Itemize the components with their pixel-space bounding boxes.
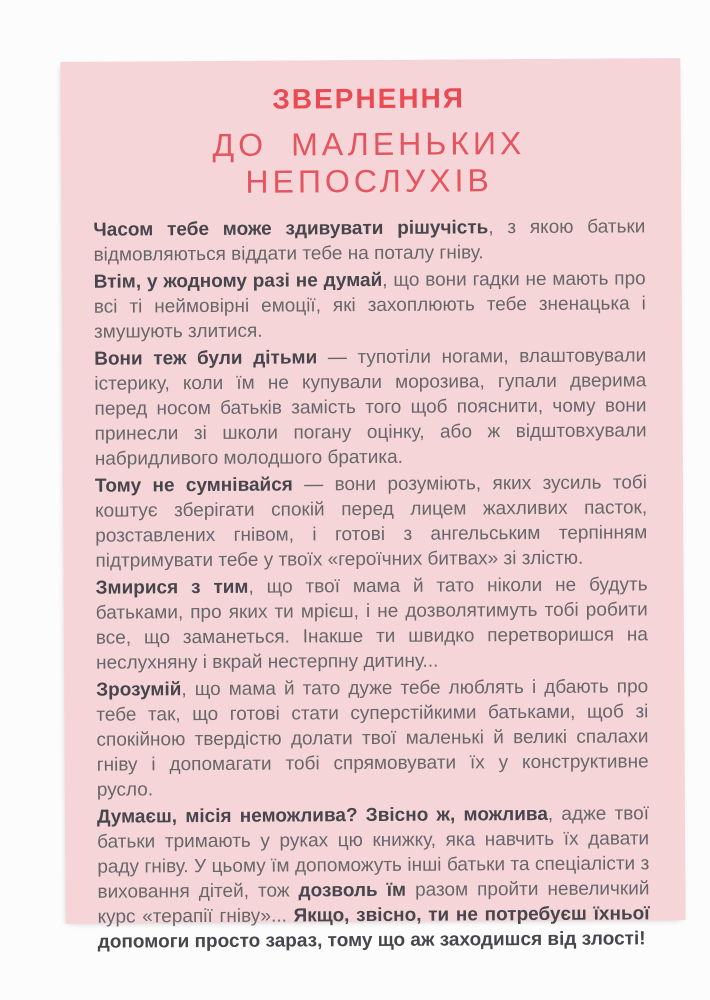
page-title: ЗВЕРНЕННЯ	[272, 82, 465, 115]
paragraph-text: , що твої мама й тато ніколи не будуть батьками, про яких ти мрієш, і не дозволятимуть тобі робити все, що заманеться. Інакше ти швидко перетворишся на неслухняну і вкрай нестерпну дитину...	[95, 574, 648, 674]
paragraph	[97, 801, 650, 954]
paragraph-lead-bold: Якщо, звісно, ти не потребуєш їхньої допомоги просто зараз, тому що аж заходишся від злості!	[97, 903, 650, 953]
paragraph-lead-bold: дозволь їм	[298, 879, 407, 902]
paragraph	[95, 470, 648, 573]
paragraph-text: , адже твої батьки тримають у руках цю книжку, яка навчить їх давати раду гніву. У цьому їм допоможуть інші батьки та спеціалісти з виховання дітей, тож	[97, 803, 650, 903]
paragraph-lead-bold: Часом тебе може здивувати рішучість	[93, 217, 489, 241]
paragraph-text: — вони розуміють, яких зусиль тобі коштує зберігати спокій перед лицем жахливих пасток, розставлених гнівом, і готові з ангельським терпінням підтримувати тебе у твоїх «героїчних битвах» зі злістю.	[95, 472, 648, 572]
paragraph	[94, 266, 646, 344]
paragraph-text: , що вони гадки не мають про всі ті неймовірні емоції, які захоплюють тебе зненацька і змушують злитися.	[93, 268, 646, 343]
paragraph-text: , з якою батьки відмовляються віддати тебе на поталу гніву.	[93, 216, 646, 266]
paragraph-lead-bold: Думаєш, місія неможлива? Звісно ж, можлива	[96, 803, 548, 828]
paragraph	[96, 572, 649, 675]
page-subtitle: ДО МАЛЕНЬКИХ НЕПОСЛУХІВ	[212, 125, 526, 200]
paragraph-text: разом пройти невеличкий курс «терапії гніву»...	[97, 878, 650, 928]
paragraph	[93, 214, 645, 267]
paragraph-lead-bold: Втім, у жодному разі не думай	[93, 269, 383, 293]
paragraph-lead-bold: Змирися з тим	[95, 576, 249, 599]
paragraph-lead-bold: Зрозумій	[96, 679, 182, 701]
paragraph-lead-bold: Тому не сумнівайся	[94, 474, 293, 497]
paragraph-text: , що мама й тато дуже тебе люблять і дбають про тебе так, що готові стати суперстійкими батьками, щоб зі спокійною твердістю долати твої маленькі й великі спалахи гніву і допомагати тобі спрямовувати їх у конструктивне русло.	[96, 676, 649, 801]
pink-card	[60, 58, 685, 953]
paragraph	[94, 343, 647, 471]
paragraph	[96, 674, 649, 802]
paragraph-lead-bold: Вони теж були дітьми	[94, 347, 318, 370]
article	[93, 214, 649, 954]
paragraph-text: — тупотіли ногами, влаштовували істерику, коли їм не купували морозива, гупали дверима перед носом батьків замість того щоб пояснити, чому вони принесли зі школи погану оцінку, або ж відштовхували набридливого молодшого братика.	[94, 345, 647, 470]
